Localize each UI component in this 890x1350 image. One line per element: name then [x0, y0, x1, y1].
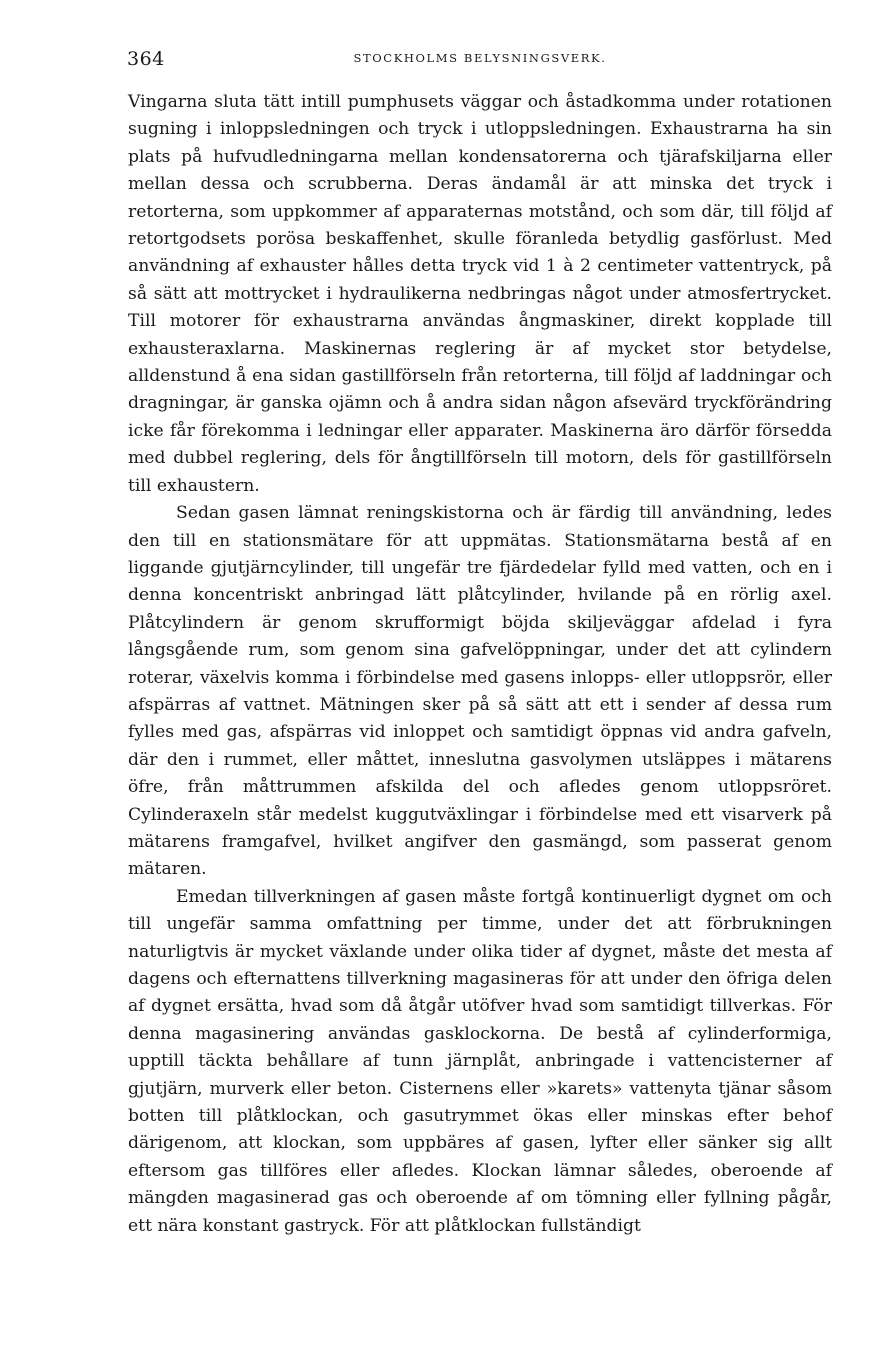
- running-title: STOCKHOLMS BELYSNINGSVERK.: [353, 51, 607, 65]
- body-text: [128, 89, 832, 1240]
- running-header: [127, 48, 833, 72]
- paragraph: Sedan gasen lämnat reningskistorna och är färdig till användning, ledes den till en stationsmätare för att uppmätas. Stationsmätarna bestå af en liggande gjutjärncylinder, till ungefär tre fjärdedelar fylld med vatten, och en i denna koncentriskt anbringad lätt plåtcylinder, hvilande på en rörlig axel. Plåtcylindern är genom skrufformigt böjda skiljeväggar afdelad i fyra långsgående rum, som genom sina gafvelöppningar, under det att cylindern roterar, växelvis komma i förbindelse med gasens inlopps- eller utloppsrör, eller afspärras af vattnet. Mätningen sker på så sätt att ett i sender af dessa rum fylles med gas, afspärras vid inloppet och samtidigt öppnas vid andra gafveln, där den i rummet, eller måttet, inneslutna gasvolymen utsläppes i mätarens öfre, från måttrummen afskilda del och afledes genom utloppsröret. Cylinderaxeln står medelst kuggutväxlingar i förbindelse med ett visarverk på mätarens framgafvel, hvilket angifver den gasmängd, som passerat genom mätaren.: [128, 503, 832, 880]
- paragraph: Emedan tillverkningen af gasen måste fortgå kontinuerligt dygnet om och till ungefär samma omfattning per timme, under det att förbrukningen naturligtvis är mycket växlande under olika tider af dygnet, måste det mesta af dagens och efternattens tillverkning magasineras för att under den öfriga delen af dygnet ersätta, hvad som då åtgår utöfver hvad som samtidigt tillverkas. För denna magasinering användas gasklockorna. De bestå af cylinderformiga, upptill täckta behållare af tunn järnplåt, anbringade i vattencisterner af gjutjärn, murverk eller beton. Cisternens eller »karets» vattenyta tjänar såsom botten till plåtklockan, och gasutrymmet ökas eller minskas efter behof därigenom, att klockan, som uppbäres af gasen, lyfter eller sänker sig allt eftersom gas tillföres eller afledes. Klockan lämnar således, oberoende af mängden magasinerad gas och oberoende af om tömning eller fyllning pågår, ett nära konstant gastryck. För att plåtklockan fullständigt: [128, 886, 832, 1236]
- paragraph: Vingarna sluta tätt intill pumphusets väggar och åstadkomma under rotationen sugning i inloppsledningen och tryck i utloppsledningen. Exhaustrarna ha sin plats på hufvudledningarna mellan kondensatorerna och tjärafskiljarna eller mellan dessa och scrubberna. Deras ändamål är att minska det tryck i retorterna, som uppkommer af apparaternas motstånd, och som där, till följd af retortgodsets porösa beskaffenhet, skulle föranleda betydlig gasförlust. Med användning af exhauster hålles detta tryck vid 1 à 2 centimeter vattentryck, på så sätt att mottrycket i hydraulikerna nedbringas något under atmosfertrycket. Till motorer för exhaustrarna användas ångmaskiner, direkt kopplade till exhausteraxlarna. Maskinernas reglering är af mycket stor betydelse, alldenstund å ena sidan gastillförseln från retorterna, till följd af laddningar och dragningar, är ganska ojämn och å andra sidan någon afsevärd tryckförändring icke får förekomma i ledningar eller apparater. Maskinerna äro därför försedda med dubbel reglering, dels för ångtillförseln till motorn, dels för gastillförseln till exhaustern.: [128, 92, 832, 496]
- page-number: 364: [127, 48, 165, 70]
